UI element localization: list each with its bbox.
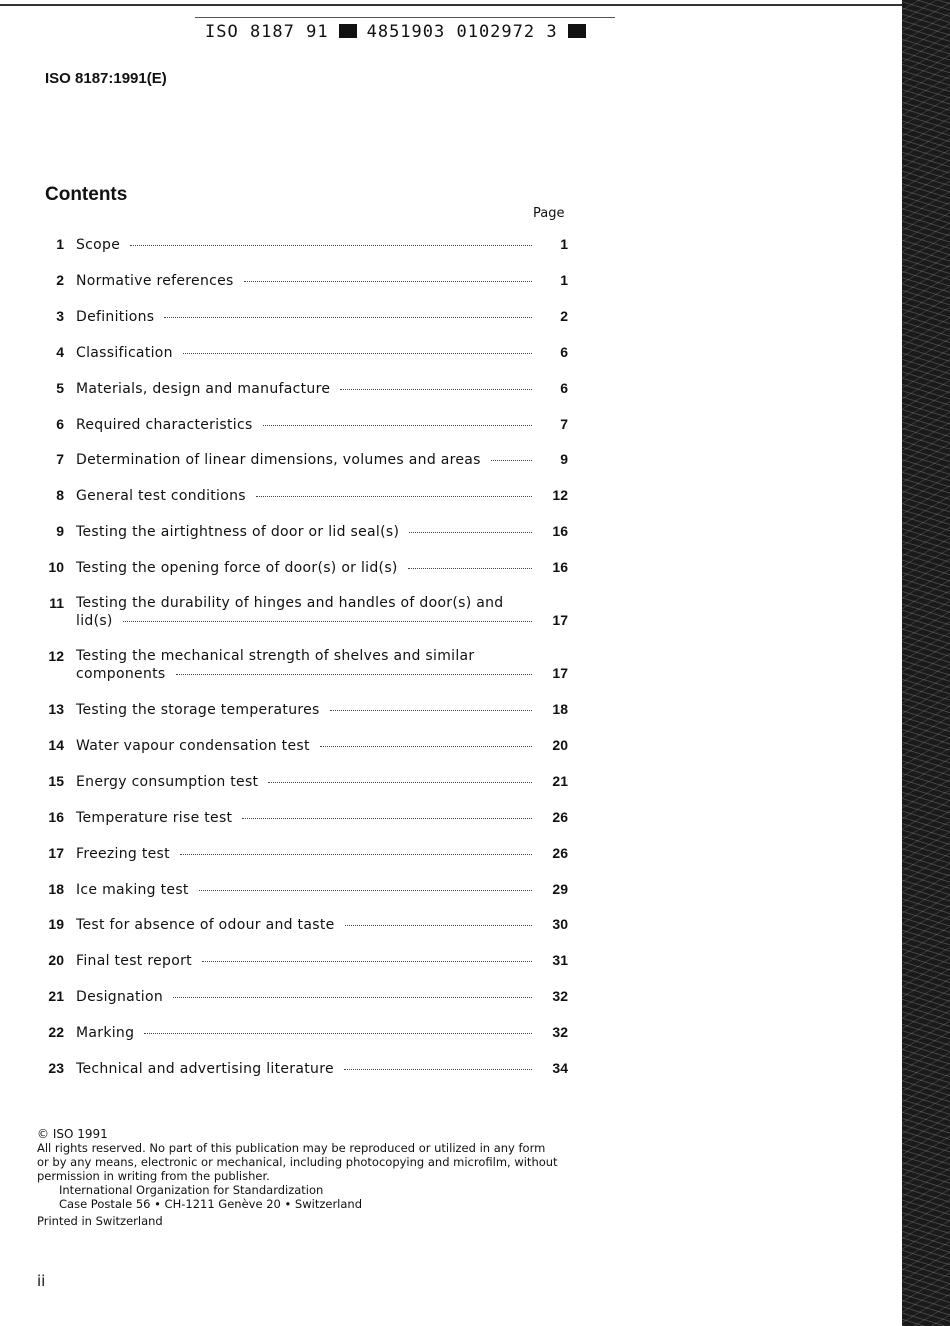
toc-entry — [36, 272, 568, 290]
toc-entry-title: Definitions — [76, 308, 155, 325]
toc-entry — [36, 236, 568, 254]
rights-line: permission in writing from the publisher. — [37, 1169, 270, 1183]
toc-entry-page: 31 — [552, 952, 568, 969]
toc-entry-page: 21 — [552, 772, 568, 789]
leader-dots — [256, 496, 532, 497]
toc-entry-title: Technical and advertising literature — [76, 1061, 334, 1077]
toc-entry — [36, 809, 568, 827]
toc-entry — [36, 416, 568, 434]
toc-entry-page: 30 — [552, 916, 568, 933]
toc-entry-page: 12 — [552, 487, 568, 504]
toc-entry-title: Testing the storage temperatures — [76, 702, 320, 718]
leader-dots — [164, 317, 532, 318]
toc-entry-page: 26 — [552, 844, 568, 861]
toc-entry-title: Scope — [76, 237, 121, 253]
page-number: ii — [37, 1272, 46, 1290]
toc-entry-page: 1 — [560, 236, 568, 252]
toc-entry-page: 16 — [552, 523, 568, 540]
contents-heading: Contents — [45, 184, 128, 205]
catalog-code — [205, 22, 596, 42]
header-rule — [195, 17, 615, 18]
toc-entry — [36, 344, 568, 362]
leader-dots — [340, 389, 532, 390]
toc-entry-number: 21 — [48, 988, 64, 1005]
toc-entry — [36, 648, 568, 682]
toc-entry — [36, 308, 568, 326]
toc-entry-page: 9 — [560, 451, 568, 468]
toc-entry-number: 3 — [56, 307, 64, 324]
toc-entry — [36, 1060, 568, 1078]
scan-top-line — [0, 4, 912, 6]
leader-dots — [244, 281, 532, 282]
toc-entry-page: 17 — [552, 612, 568, 628]
toc-entry-number: 19 — [48, 916, 64, 933]
toc-entry-page: 16 — [552, 559, 568, 576]
leader-dots — [263, 425, 532, 426]
organization-name: International Organization for Standardization — [59, 1183, 324, 1197]
leader-dots — [130, 245, 532, 246]
toc-entry-title: Freezing test — [76, 845, 170, 862]
toc-entry-title: Determination of linear dimensions, volumes and areas — [76, 452, 481, 469]
toc-entry — [36, 916, 568, 934]
toc-entry-number: 6 — [56, 415, 64, 432]
toc-entry — [36, 487, 568, 505]
toc-entry-number: 16 — [48, 808, 64, 825]
toc-entry-number: 2 — [56, 271, 64, 288]
page-column-label: Page — [533, 206, 565, 221]
catalog-code-left: ISO 8187 91 — [205, 22, 329, 42]
toc-entry-title: lid(s) — [76, 613, 113, 629]
toc-entry-title: Testing the opening force of door(s) or lid(s) — [76, 560, 398, 577]
toc-entry — [36, 380, 568, 398]
toc-entry — [36, 988, 568, 1006]
toc-entry-page: 2 — [560, 307, 568, 324]
toc-entry-title: Ice making test — [76, 881, 189, 898]
rights-line: or by any means, electronic or mechanical, including photocopying and microfilm, without — [37, 1155, 558, 1169]
leader-dots — [123, 621, 532, 622]
toc-entry-title: Water vapour condensation test — [76, 737, 310, 754]
toc-entry-page: 26 — [552, 808, 568, 825]
toc-entry — [36, 1024, 568, 1042]
toc-entry-page: 32 — [552, 1024, 568, 1041]
toc-entry-title: Energy consumption test — [76, 773, 259, 790]
toc-entry-title-line: Testing the mechanical strength of shelves and similar — [76, 648, 475, 664]
toc-entry-title: Normative references — [76, 272, 234, 289]
toc-entry-title: General test conditions — [76, 488, 246, 505]
toc-entry-title: Designation — [76, 989, 164, 1006]
organization-address: Case Postale 56 • CH-1211 Genève 20 • Switzerland — [59, 1197, 363, 1211]
copyright-line: © ISO 1991 — [37, 1127, 108, 1141]
leader-dots — [202, 961, 532, 962]
toc-entry-title: Marking — [76, 1025, 135, 1042]
printed-in: Printed in Switzerland — [37, 1214, 163, 1228]
toc-entry-number: 15 — [48, 772, 64, 789]
toc-entry-title: Classification — [76, 344, 173, 361]
toc-entry-number: 20 — [48, 952, 64, 969]
toc-entry-number: 14 — [48, 736, 64, 753]
leader-dots — [344, 1069, 532, 1070]
toc-entry-number: 9 — [56, 523, 64, 540]
leader-dots — [183, 353, 532, 354]
document-id: ISO 8187:1991(E) — [45, 70, 167, 87]
toc-entry-number: 11 — [49, 595, 64, 611]
toc-entry-number: 5 — [56, 379, 64, 396]
scan-edge-shadow — [902, 0, 950, 1326]
toc-entry-number: 23 — [48, 1060, 64, 1076]
leader-dots — [173, 997, 532, 998]
toc-entry — [36, 701, 568, 719]
barcode-block-icon — [568, 24, 586, 38]
toc-entry-number: 18 — [48, 880, 64, 897]
toc-entry-number: 22 — [48, 1024, 64, 1041]
toc-entry-page: 7 — [560, 415, 568, 432]
catalog-code-right: 4851903 0102972 3 — [366, 22, 558, 42]
rights-line: All rights reserved. No part of this publication may be reproduced or utilized in any form — [37, 1141, 546, 1155]
toc-entry-title: Test for absence of odour and taste — [76, 917, 335, 934]
toc-entry — [36, 773, 568, 791]
toc-entry — [36, 952, 568, 970]
toc-entry-page: 6 — [560, 343, 568, 360]
toc-entry-number: 17 — [48, 844, 64, 861]
leader-dots — [242, 818, 532, 819]
leader-dots — [330, 710, 532, 711]
toc-entry-number: 4 — [56, 343, 64, 360]
toc-entry-title: components — [76, 666, 166, 682]
toc-entry-number: 13 — [48, 701, 64, 717]
toc-entry-number: 7 — [56, 451, 64, 468]
toc-entry-title: Final test report — [76, 953, 192, 970]
toc-entry-page: 34 — [552, 1060, 568, 1076]
leader-dots — [268, 782, 532, 783]
toc-entry — [36, 559, 568, 577]
toc-entry-page: 32 — [552, 988, 568, 1005]
leader-dots — [180, 854, 532, 855]
toc-entry-page: 18 — [552, 701, 568, 717]
toc-entry-page: 20 — [552, 736, 568, 753]
leader-dots — [176, 674, 533, 675]
toc-entry-number: 1 — [56, 236, 64, 252]
toc-entry — [36, 523, 568, 541]
toc-entry-page: 1 — [560, 271, 568, 288]
toc-entry-page: 6 — [560, 379, 568, 396]
leader-dots — [199, 890, 532, 891]
toc-entry-number: 8 — [56, 487, 64, 504]
toc-entry-title: Materials, design and manufacture — [76, 380, 331, 397]
leader-dots — [345, 925, 532, 926]
toc-entry-page: 29 — [552, 880, 568, 897]
barcode-block-icon — [339, 24, 357, 38]
leader-dots — [409, 532, 532, 533]
toc-entry-title: Required characteristics — [76, 416, 253, 433]
toc-entry — [36, 881, 568, 899]
toc-entry — [36, 451, 568, 469]
leader-dots — [408, 568, 532, 569]
leader-dots — [144, 1033, 532, 1034]
toc-entry-title: Temperature rise test — [76, 809, 233, 826]
toc-entry — [36, 595, 568, 629]
toc-entry-page: 17 — [552, 665, 568, 681]
leader-dots — [491, 460, 532, 461]
toc-entry-title-line: Testing the durability of hinges and handles of door(s) and — [76, 595, 504, 611]
toc-entry-number: 10 — [48, 559, 64, 576]
copyright-notice — [37, 1127, 558, 1228]
toc-entry-number: 12 — [48, 648, 64, 664]
toc-entry-title: Testing the airtightness of door or lid seal(s) — [76, 524, 400, 541]
toc-entry — [36, 845, 568, 863]
toc-entry — [36, 737, 568, 755]
leader-dots — [320, 746, 532, 747]
